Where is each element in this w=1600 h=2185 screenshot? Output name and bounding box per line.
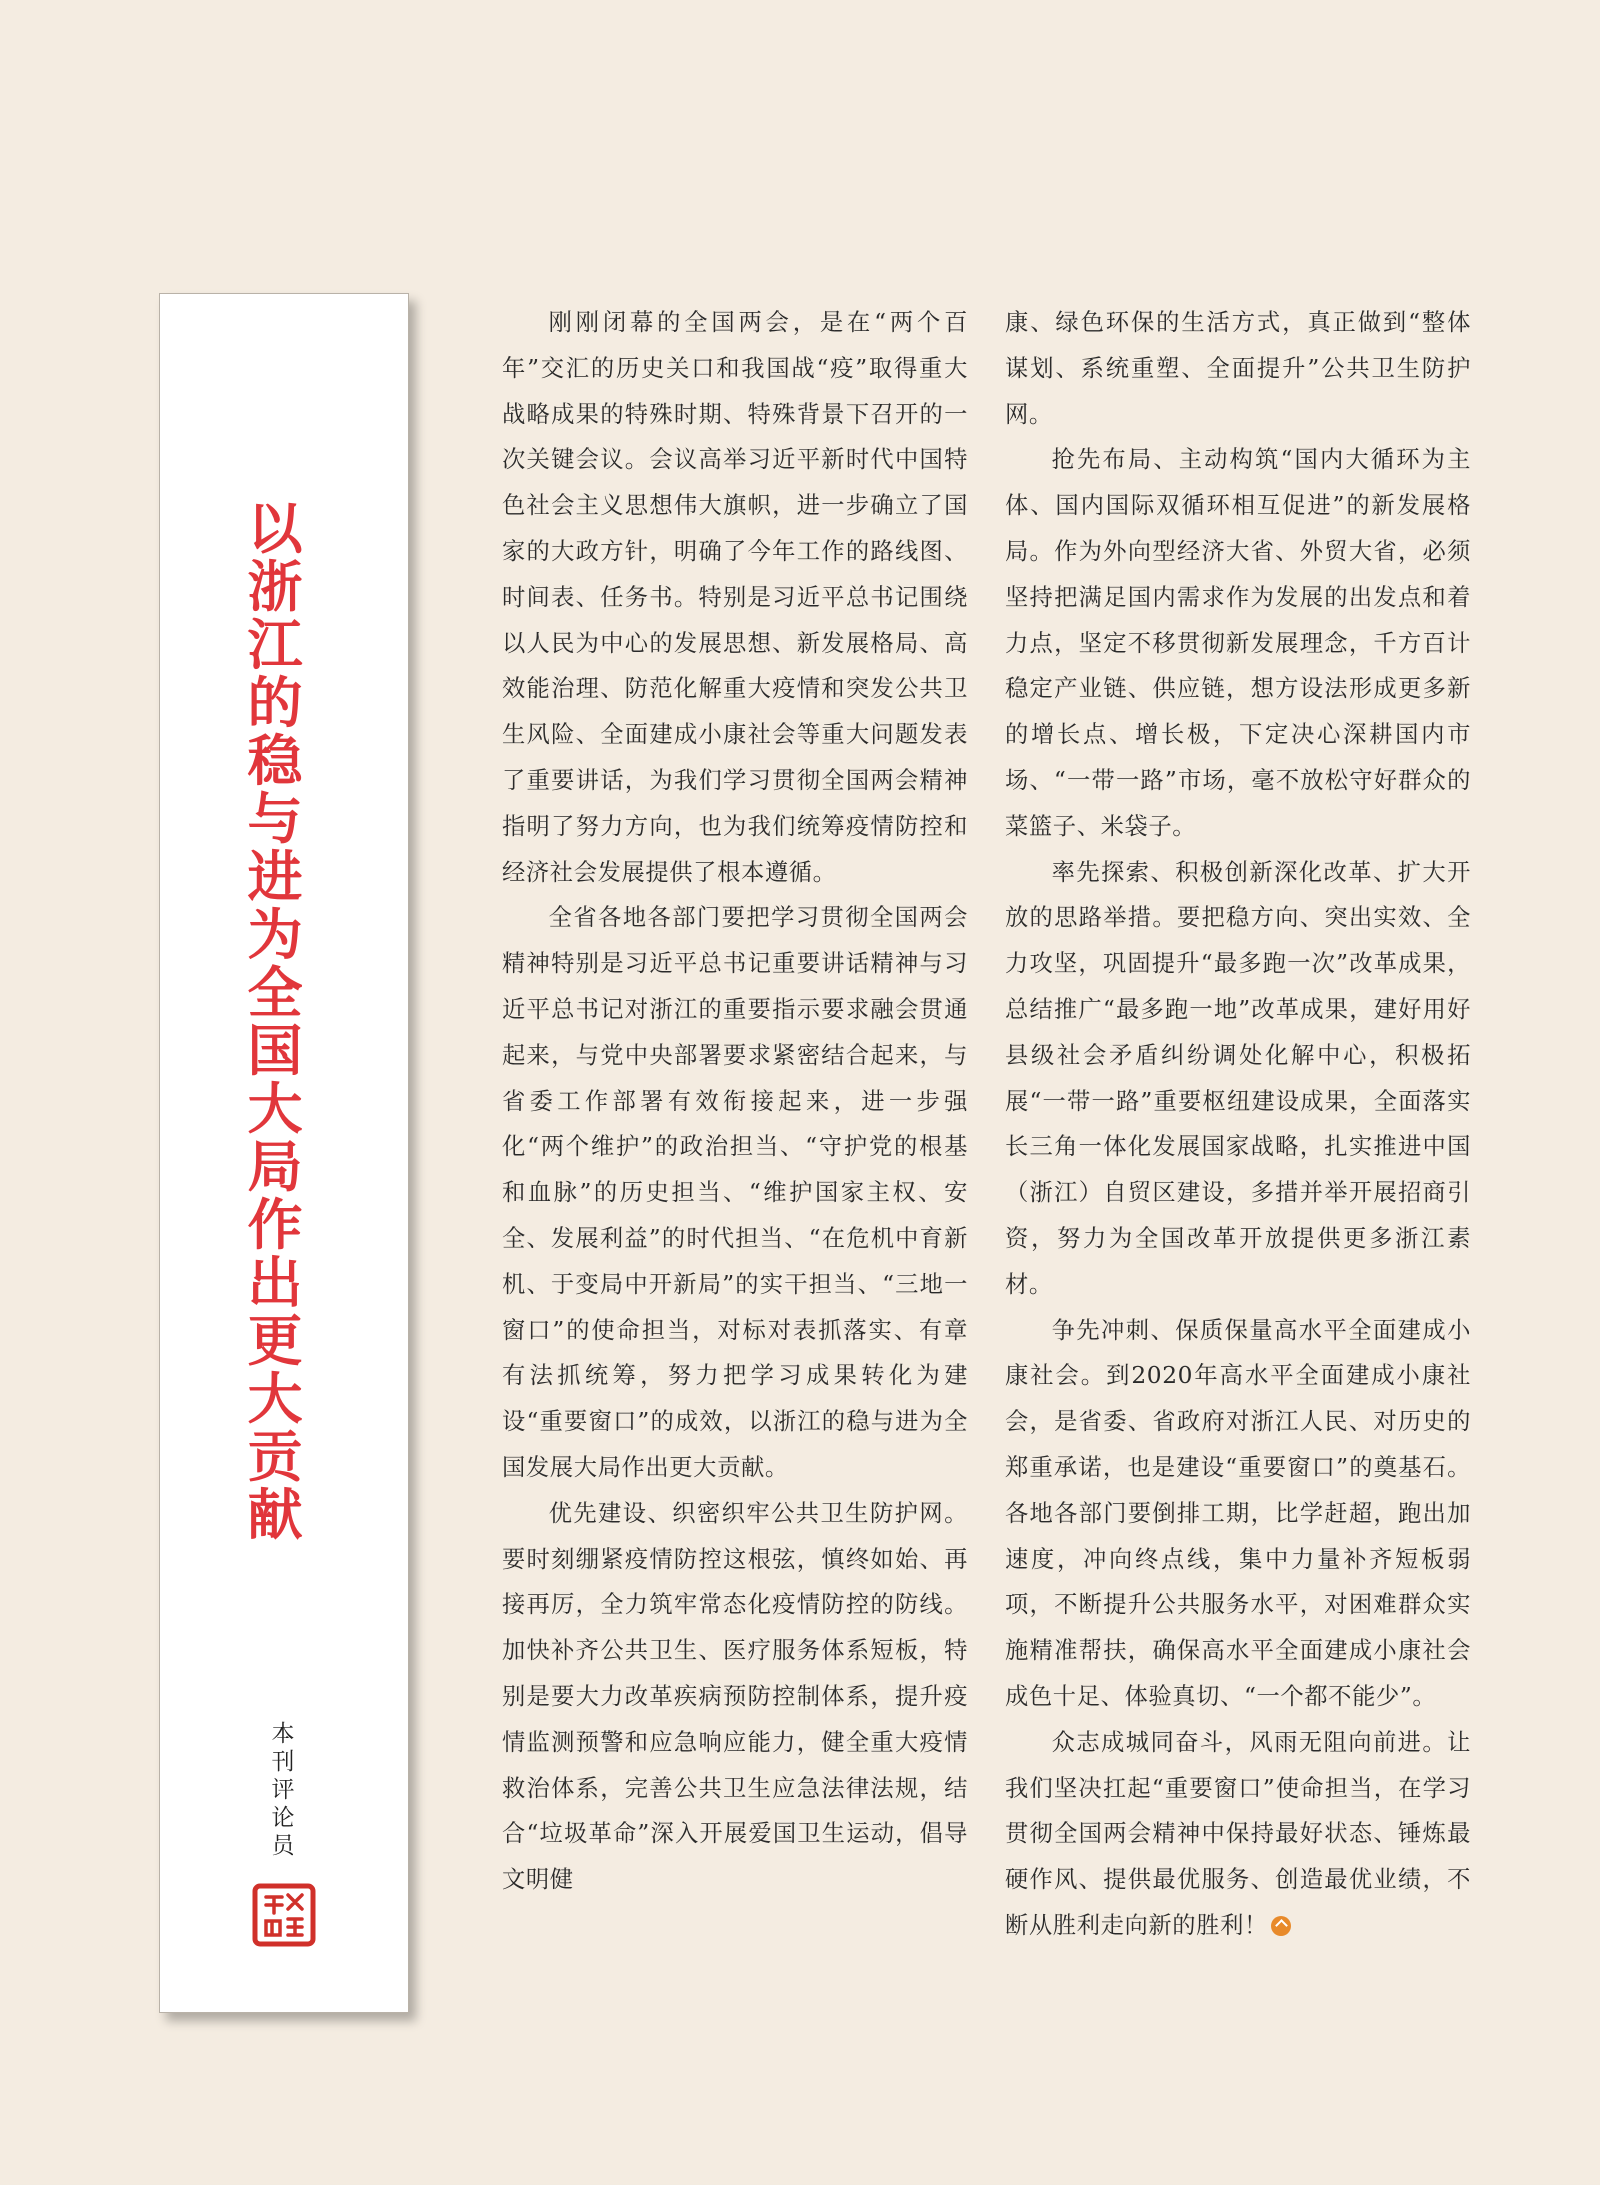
paragraph: 率先探索、积极创新深化改革、扩大开放的思路举措。要把稳方向、突出实效、全力攻坚，巩固提升“最多跑一次”改革成果，总结推广“最多跑一地”改革成果，建好用好县级社会矛盾纠纷调处化解中心，积极拓展“一带一路”重要枢纽建设成果，全面落实长三角一体化发展国家战略，扎实推进中国（浙江）自贸区建设，多措并举开展招商引资，努力为全国改革开放提供更多浙江素材。 <box>1005 858 1471 1298</box>
paragraph-continuation: 康、绿色环保的生活方式，真正做到“整体谋划、系统重塑、全面提升”公共卫生防护网。 <box>1005 309 1471 428</box>
byline: 本刊评论员 <box>271 1721 295 1859</box>
article-column-left <box>502 300 968 1903</box>
seal-stamp-icon <box>252 1883 316 1947</box>
paragraph: 全省各地各部门要把学习贯彻全国两会精神特别是习近平总书记重要讲话精神与习近平总书记对浙江的重要指示要求融会贯通起来，与党中央部署要求紧密结合起来，与省委工作部署有效衔接起来，进一步强化“两个维护”的政治担当、“守护党的根基和血脉”的历史担当、“维护国家主权、安全、发展利益”的时代担当、“在危机中育新机、于变局中开新局”的实干担当、“三地一窗口”的使命担当，对标对表抓落实、有章有法抓统筹，努力把学习成果转化为建设“重要窗口”的成效，以浙江的稳与进为全国发展大局作出更大贡献。 <box>502 904 968 1481</box>
article-column-right <box>1005 300 1471 1949</box>
end-mark-icon <box>1271 1916 1291 1936</box>
final-text: 众志成城同奋斗，风雨无阻向前进。让我们坚决扛起“重要窗口”使命担当，在学习贯彻全国两会精神中保持最好状态、锤炼最硬作风、提供最优服务、创造最优业绩，不断从胜利走向新的胜利！ <box>1005 1728 1471 1939</box>
paragraph: 抢先布局、主动构筑“国内大循环为主体、国内国际双循环相互促进”的新发展格局。作为外向型经济大省、外贸大省，必须坚持把满足国内需求作为发展的出发点和着力点，坚定不移贯彻新发展理念，千方百计稳定产业链、供应链，想方设法形成更多新的增长点、增长极，下定决心深耕国内市场、“一带一路”市场，毫不放松守好群众的菜篮子、米袋子。 <box>1005 446 1471 840</box>
headline: 以浙江的稳与进为全国大局作出更大贡献 <box>247 497 303 1547</box>
paragraph: 刚刚闭幕的全国两会，是在“两个百年”交汇的历史关口和我国战“疫”取得重大战略成果的特殊时期、特殊背景下召开的一次关键会议。会议高举习近平新时代中国特色社会主义思想伟大旗帜，进一步确立了国家的大政方针，明确了今年工作的路线图、时间表、任务书。特别是习近平总书记围绕以人民为中心的发展思想、新发展格局、高效能治理、防范化解重大疫情和突发公共卫生风险、全面建成小康社会等重大问题发表了重要讲话，为我们学习贯彻全国两会精神指明了努力方向，也为我们统筹疫情防控和经济社会发展提供了根本遵循。 <box>502 309 968 886</box>
paragraph: 争先冲刺、保质保量高水平全面建成小康社会。到2020年高水平全面建成小康社会，是省委、省政府对浙江人民、对历史的郑重承诺，也是建设“重要窗口”的奠基石。各地各部门要倒排工期，比学赶超，跑出加速度，冲向终点线，集中力量补齐短板弱项，不断提升公共服务水平，对困难群众实施精准帮扶，确保高水平全面建成小康社会成色十足、体验真切、“一个都不能少”。 <box>1005 1316 1471 1710</box>
paragraph: 优先建设、织密织牢公共卫生防护网。要时刻绷紧疫情防控这根弦，慎终如始、再接再厉，全力筑牢常态化疫情防控的防线。加快补齐公共卫生、医疗服务体系短板，特别是要大力改革疾病预防控制体系，提升疫情监测预警和应急响应能力，健全重大疫情救治体系，完善公共卫生应急法律法规，结合“垃圾革命”深入开展爱国卫生运动，倡导文明健 <box>502 1499 968 1894</box>
paragraph-final <box>1005 1720 1471 1949</box>
